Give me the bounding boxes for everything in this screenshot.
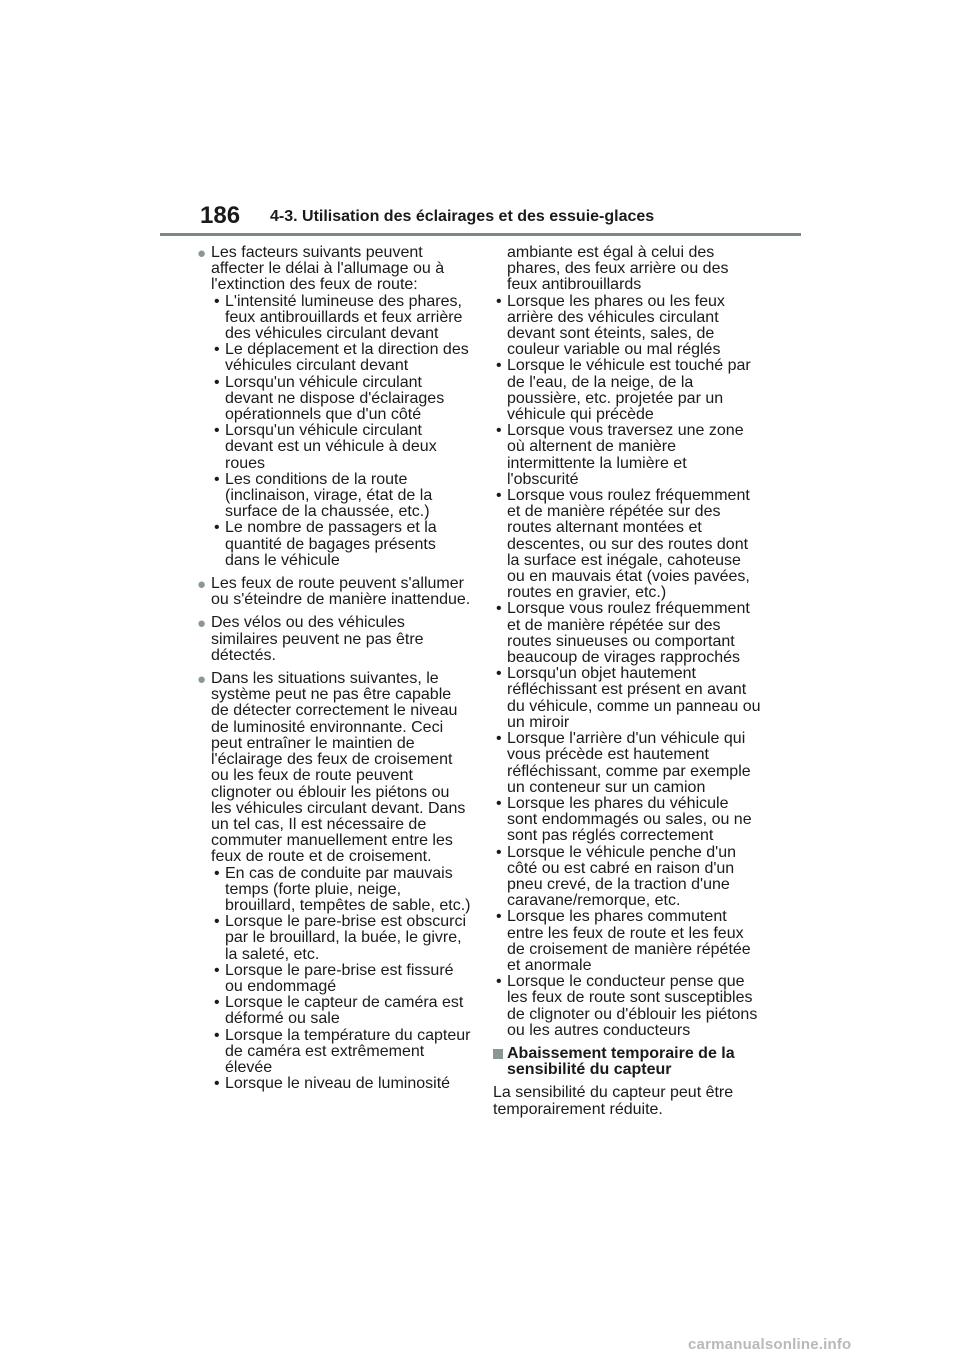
list-item: • Lorsqu'un objet hautement réfléchissant est présent en avant du véhicule, comme un panneau ou un miroir bbox=[493, 666, 761, 731]
paragraph-factors bbox=[197, 244, 473, 569]
list-item: • Lorsque le capteur de caméra est déformé ou sale bbox=[211, 995, 473, 1027]
bullet-circle-icon: ● bbox=[197, 671, 207, 689]
list-item: • Lorsque l'arrière d'un véhicule qui vous précède est hautement réfléchissant, comme par exemple un conteneur sur un camion bbox=[493, 731, 761, 796]
list-item: • Lorsque vous roulez fréquemment et de manière répétée sur des routes sinueuses ou comportant beaucoup de virages rapprochés bbox=[493, 601, 761, 666]
list-item: • Le nombre de passagers et la quantité de bagages présents dans le véhicule bbox=[211, 520, 473, 569]
situations-list-continued bbox=[493, 294, 761, 1039]
list-item: • Lorsque les phares commutent entre les feux de route et les feux de croisement de manière répétée et anormale bbox=[493, 909, 761, 974]
list-item: • Lorsque le véhicule est touché par de l'eau, de la neige, de la poussière, etc. projetée par un véhicule qui précède bbox=[493, 358, 761, 423]
list-item: • Lorsqu'un véhicule circulant devant ne dispose d'éclairages opérationnels que d'un côté bbox=[211, 375, 473, 424]
paragraph-text: Les feux de route peuvent s'allumer ou s'éteindre de manière inattendue. bbox=[211, 575, 471, 609]
bullet-circle-icon: ● bbox=[197, 576, 207, 594]
paragraph-situations bbox=[197, 670, 473, 1093]
list-item: • En cas de conduite par mauvais temps (forte pluie, neige, brouillard, tempêtes de sable, etc.) bbox=[211, 866, 473, 915]
page-number: 186 bbox=[200, 202, 241, 229]
list-item: • Lorsque la température du capteur de caméra est extrêmement élevée bbox=[211, 1028, 473, 1077]
paragraph-unexpected bbox=[197, 575, 473, 609]
paragraph-bicycles bbox=[197, 614, 473, 664]
paragraph-text: Des vélos ou des véhicules similaires peuvent ne pas être détectés. bbox=[211, 614, 424, 664]
list-item: • Lorsque le véhicule penche d'un côté ou est cabré en raison d'un pneu crevé, de la traction d'une caravane/remorque, etc. bbox=[493, 845, 761, 910]
paragraph-text: Les facteurs suivants peuvent affecter le délai à l'allumage ou à l'extinction des feux de route: bbox=[211, 244, 445, 294]
bullet-circle-icon: ● bbox=[197, 245, 207, 262]
list-item: • Lorsque les phares du véhicule sont endommagés ou sales, ou ne sont pas réglés correctement bbox=[493, 796, 761, 845]
watermark: carmanualsonline.info bbox=[688, 1336, 852, 1353]
list-item-continuation: ambiante est égal à celui des phares, des feux arrière ou des feux antibrouillards bbox=[507, 244, 729, 294]
factors-list bbox=[211, 294, 473, 569]
list-item: • Lorsque le conducteur pense que les feux de route sont susceptibles de clignoter ou d'éblouir les piétons ou les autres conducteurs bbox=[493, 974, 761, 1039]
situations-list bbox=[211, 866, 473, 1093]
heading-text: Abaissement temporaire de la sensibilité du capteur bbox=[507, 1044, 735, 1079]
square-bullet-icon bbox=[493, 1049, 503, 1059]
list-item: • Lorsque vous traversez une zone où alternent de manière intermittente la lumière et l'obscurité bbox=[493, 423, 761, 488]
header-divider bbox=[160, 233, 801, 236]
section-heading bbox=[493, 1046, 761, 1078]
left-column bbox=[197, 244, 473, 1099]
list-item: • L'intensité lumineuse des phares, feux antibrouillards et feux arrière des véhicules circulant devant bbox=[211, 294, 473, 343]
right-column bbox=[493, 245, 761, 1118]
body-text: La sensibilité du capteur peut être temporairement réduite. bbox=[493, 1084, 734, 1118]
list-item: • Le déplacement et la direction des véhicules circulant devant bbox=[211, 342, 473, 374]
list-item: • Lorsqu'un véhicule circulant devant est un véhicule à deux roues bbox=[211, 423, 473, 472]
list-item: • Lorsque le niveau de luminosité bbox=[211, 1076, 473, 1092]
list-item: • Lorsque le pare-brise est obscurci par le brouillard, la buée, le givre, la saleté, etc. bbox=[211, 914, 473, 963]
section-title: 4-3. Utilisation des éclairages et des essuie-glaces bbox=[270, 208, 655, 225]
bullet-circle-icon: ● bbox=[197, 615, 207, 633]
list-item: • Les conditions de la route (inclinaison, virage, état de la surface de la chaussée, etc.) bbox=[211, 472, 473, 521]
list-item: • Lorsque vous roulez fréquemment et de manière répétée sur des routes alternant montées et descentes, ou sur des routes dont la surface est inégale, cahoteuse ou en mauvais état (voies pavées, routes en gravier, etc.) bbox=[493, 488, 761, 601]
list-item: • Lorsque les phares ou les feux arrière des véhicules circulant devant sont éteints, sales, de couleur variable ou mal réglés bbox=[493, 294, 761, 359]
paragraph-text: Dans les situations suivantes, le système peut ne pas être capable de détecter correctement le niveau de luminosité environnante. Ceci peut entraîner le maintien de l'éclairage des feux de croisement ou les feux de route peuvent clignoter ou éblouir les piétons ou les véhicules circulant devant. Dans un tel cas, Il est nécessaire de commuter manuellement entre les feux de route et de croisement. bbox=[211, 670, 466, 866]
list-item: • Lorsque le pare-brise est fissuré ou endommagé bbox=[211, 963, 473, 995]
